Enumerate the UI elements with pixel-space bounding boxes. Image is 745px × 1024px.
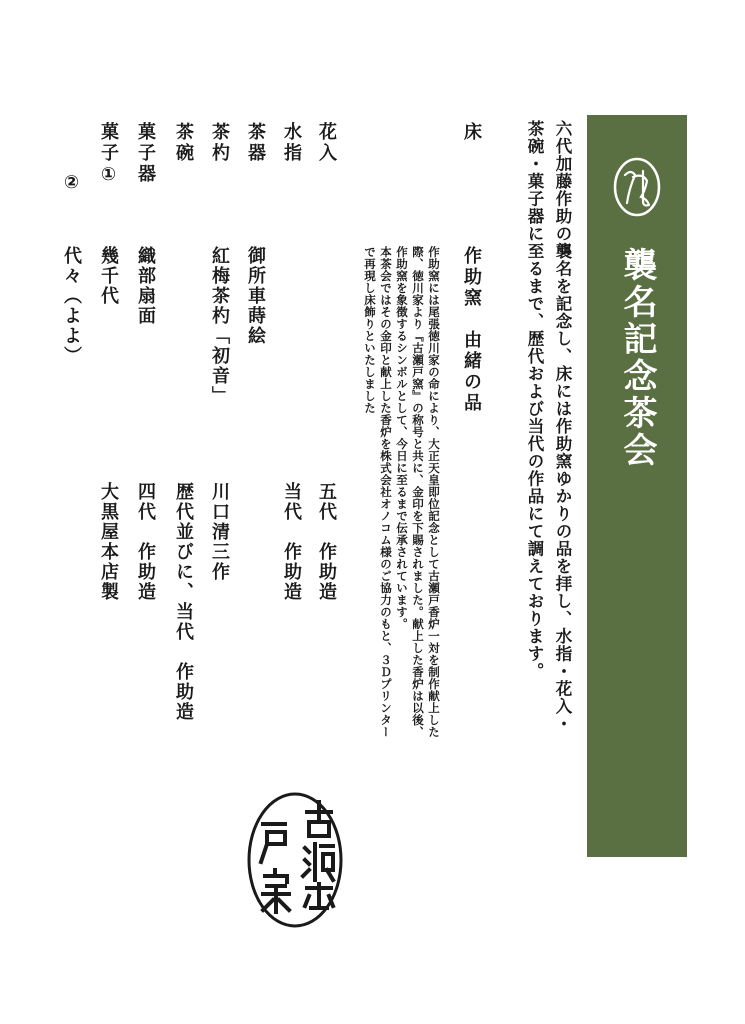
item-value-kashi-1: 幾千代 xyxy=(98,246,119,306)
item-maker-chashaku: 川口清三作 xyxy=(209,482,230,582)
toko-note-line-4: 本茶会ではその金印と献上した香炉を株式会社オノコム様のご協力のもと、３Ｄプリンター xyxy=(379,246,393,738)
toko-label: 床 xyxy=(461,122,482,143)
kotoseto-gama-seal-stamp xyxy=(245,790,345,930)
item-value-kashi-2: 代々（よよ） xyxy=(61,246,82,366)
toko-note-line-3: 作助窯を象徴するシンボルとして、今日に至るまで伝承されています。 xyxy=(395,246,409,630)
item-maker-mizusashi: 当代 作助造 xyxy=(281,482,302,602)
intro-line-1: 六代加藤作助の襲名を記念し、床には作助窯ゆかりの品を拝し、水指・花入・ xyxy=(553,120,572,733)
item-label-chaki: 茶器 xyxy=(245,122,266,164)
item-label-chawan: 茶碗 xyxy=(173,122,194,164)
toko-title: 作助窯 由緒の品 xyxy=(461,246,482,414)
event-title xyxy=(601,247,745,506)
item-label-chashaku: 茶杓 xyxy=(209,122,230,164)
item-label-kashiki: 菓子器 xyxy=(135,122,156,185)
item-label-kashi-2: ② xyxy=(61,172,82,196)
item-value-kashiki: 織部扇面 xyxy=(135,246,156,326)
toko-note-line-1: 作助窯には尾張徳川家の命により、大正天皇即位記念として古瀬戸香炉一対を制作献上した xyxy=(427,246,441,738)
item-value-chashaku: 紅梅茶杓「初音」 xyxy=(209,246,230,406)
toko-note-line-2: 際、徳川家より『古瀬戸窯』の称号と共に、金印を下賜されました。献上した香炉は以後、 xyxy=(411,246,425,738)
item-label-kashi-1: 菓子① xyxy=(98,122,119,188)
item-label-hanaire: 花入 xyxy=(316,122,337,164)
kao-emblem-icon xyxy=(609,153,665,221)
item-maker-hanaire: 五代 作助造 xyxy=(316,482,337,602)
title-banner xyxy=(587,115,729,857)
item-value-chaki: 御所車蒔絵 xyxy=(245,246,266,346)
event-title-line-2: 襲名記念茶会 xyxy=(617,247,657,469)
toko-note-line-5: で再現し床飾りといたしました xyxy=(363,246,377,414)
item-maker-chawan: 歴代並びに、当代 作助造 xyxy=(173,482,194,722)
item-label-mizusashi: 水指 xyxy=(281,122,302,164)
intro-line-2: 茶碗・菓子器に至るまで、歴代および当代の作品にて調えております。 xyxy=(525,120,544,680)
event-title-line-1: 六代 加藤作助 xyxy=(689,247,729,506)
item-maker-kashiki: 四代 作助造 xyxy=(135,482,156,602)
item-maker-kashi-1: 大黒屋本店製 xyxy=(98,482,119,602)
